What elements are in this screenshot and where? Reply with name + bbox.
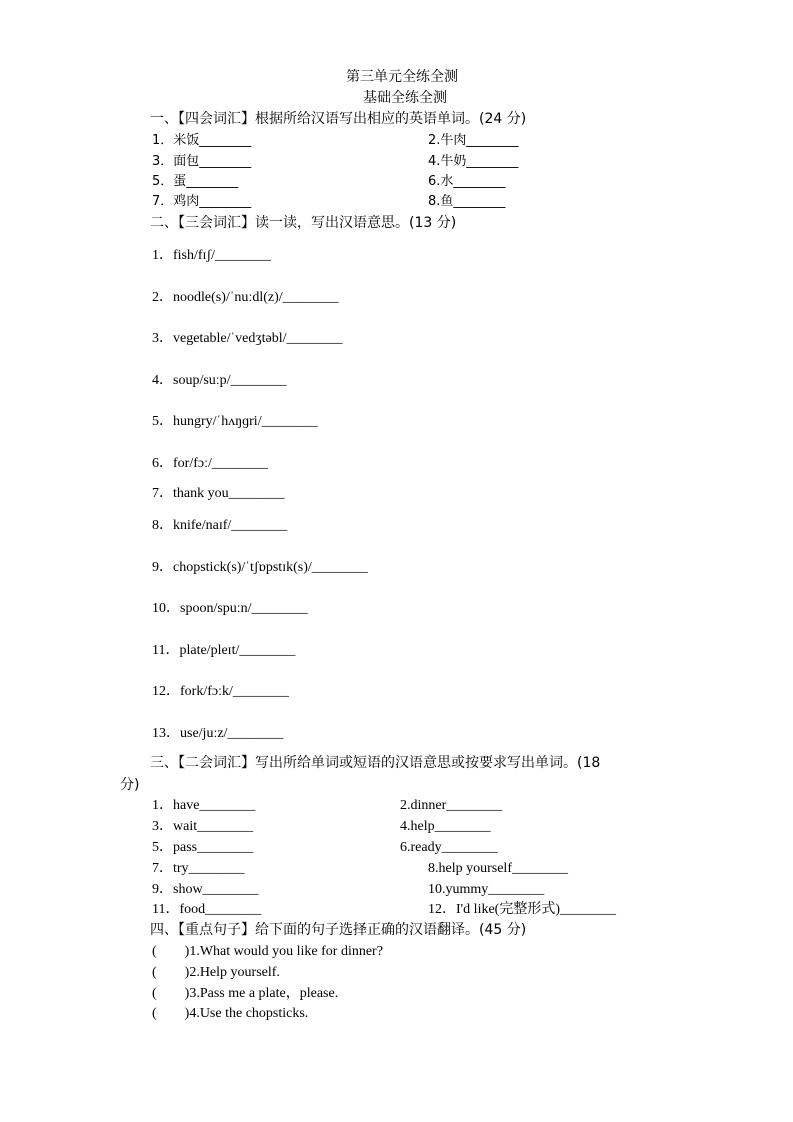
section2-item: 12．fork/fɔːk/________ (152, 684, 289, 699)
section1-item: 4.牛奶________ (428, 154, 519, 169)
section2-item: 2．noodle(s)/ˈnuːdl(z)/________ (152, 290, 339, 305)
section3-heading: 三、【二会词汇】写出所给单词或短语的汉语意思或按要求写出单词。(18 (150, 755, 601, 771)
section3-item: 3．wait________ (152, 819, 254, 834)
section3-item: 6.ready________ (400, 840, 498, 855)
section2-heading: 二、【三会词汇】读一读，写出汉语意思。(13 分) (150, 215, 457, 231)
section2-item: 9．chopstick(s)/ˈtʃɒpstɪk(s)/________ (152, 560, 368, 575)
section3-item: 7．try________ (152, 861, 245, 876)
section1-heading: 一、【四会词汇】根据所给汉语写出相应的英语单词。(24 分) (150, 111, 527, 127)
section1-item: 7．鸡肉________ (152, 194, 252, 209)
section2-item: 10．spoon/spuːn/________ (152, 601, 308, 616)
page-title: 第三单元全练全测 (346, 69, 458, 85)
section2-item: 13．use/juːz/________ (152, 726, 284, 741)
section3-item: 5．pass________ (152, 840, 254, 855)
section1-item: 2.牛肉________ (428, 133, 519, 148)
section1-item: 3．面包________ (152, 154, 252, 169)
section2-item: 4．soup/suːp/________ (152, 373, 287, 388)
section4-item: ( )2.Help yourself. (152, 965, 280, 980)
section3-item: 1．have________ (152, 798, 256, 813)
section2-item: 8．knife/naɪf/________ (152, 518, 288, 533)
section3-item: 12．I'd like(完整形式)________ (428, 902, 617, 917)
section4-item: ( )4.Use the chopsticks. (152, 1006, 309, 1021)
section2-item: 1．fish/fɪʃ/________ (152, 248, 271, 263)
section4-item: ( )3.Pass me a plate，please. (152, 986, 339, 1001)
section2-item: 11．plate/pleɪt/________ (152, 643, 296, 658)
section3-item: 11．food________ (152, 902, 262, 917)
section3-item: 9．show________ (152, 882, 259, 897)
section4-heading: 四、【重点句子】给下面的句子选择正确的汉语翻译。(45 分) (150, 922, 527, 938)
section1-item: 6.水________ (428, 174, 506, 189)
section3-heading-cont: 分) (120, 777, 140, 793)
page-subtitle: 基础全练全测 (363, 90, 447, 106)
section1-item: 8.鱼________ (428, 194, 506, 209)
section4-item: ( )1.What would you like for dinner? (152, 944, 383, 959)
section2-item: 3．vegetable/ˈvedʒtəbl/________ (152, 331, 343, 346)
section3-item: 2.dinner________ (400, 798, 503, 813)
section2-item: 5．hungry/ˈhʌŋɡri/________ (152, 414, 318, 429)
section2-item: 7．thank you________ (152, 486, 285, 501)
section3-item: 8.help yourself________ (428, 861, 568, 876)
section3-item: 4.help________ (400, 819, 491, 834)
section1-item: 5．蛋________ (152, 174, 239, 189)
section1-item: 1．米饭________ (152, 133, 252, 148)
section3-item: 10.yummy________ (428, 882, 545, 897)
section2-item: 6．for/fɔː/________ (152, 456, 268, 471)
